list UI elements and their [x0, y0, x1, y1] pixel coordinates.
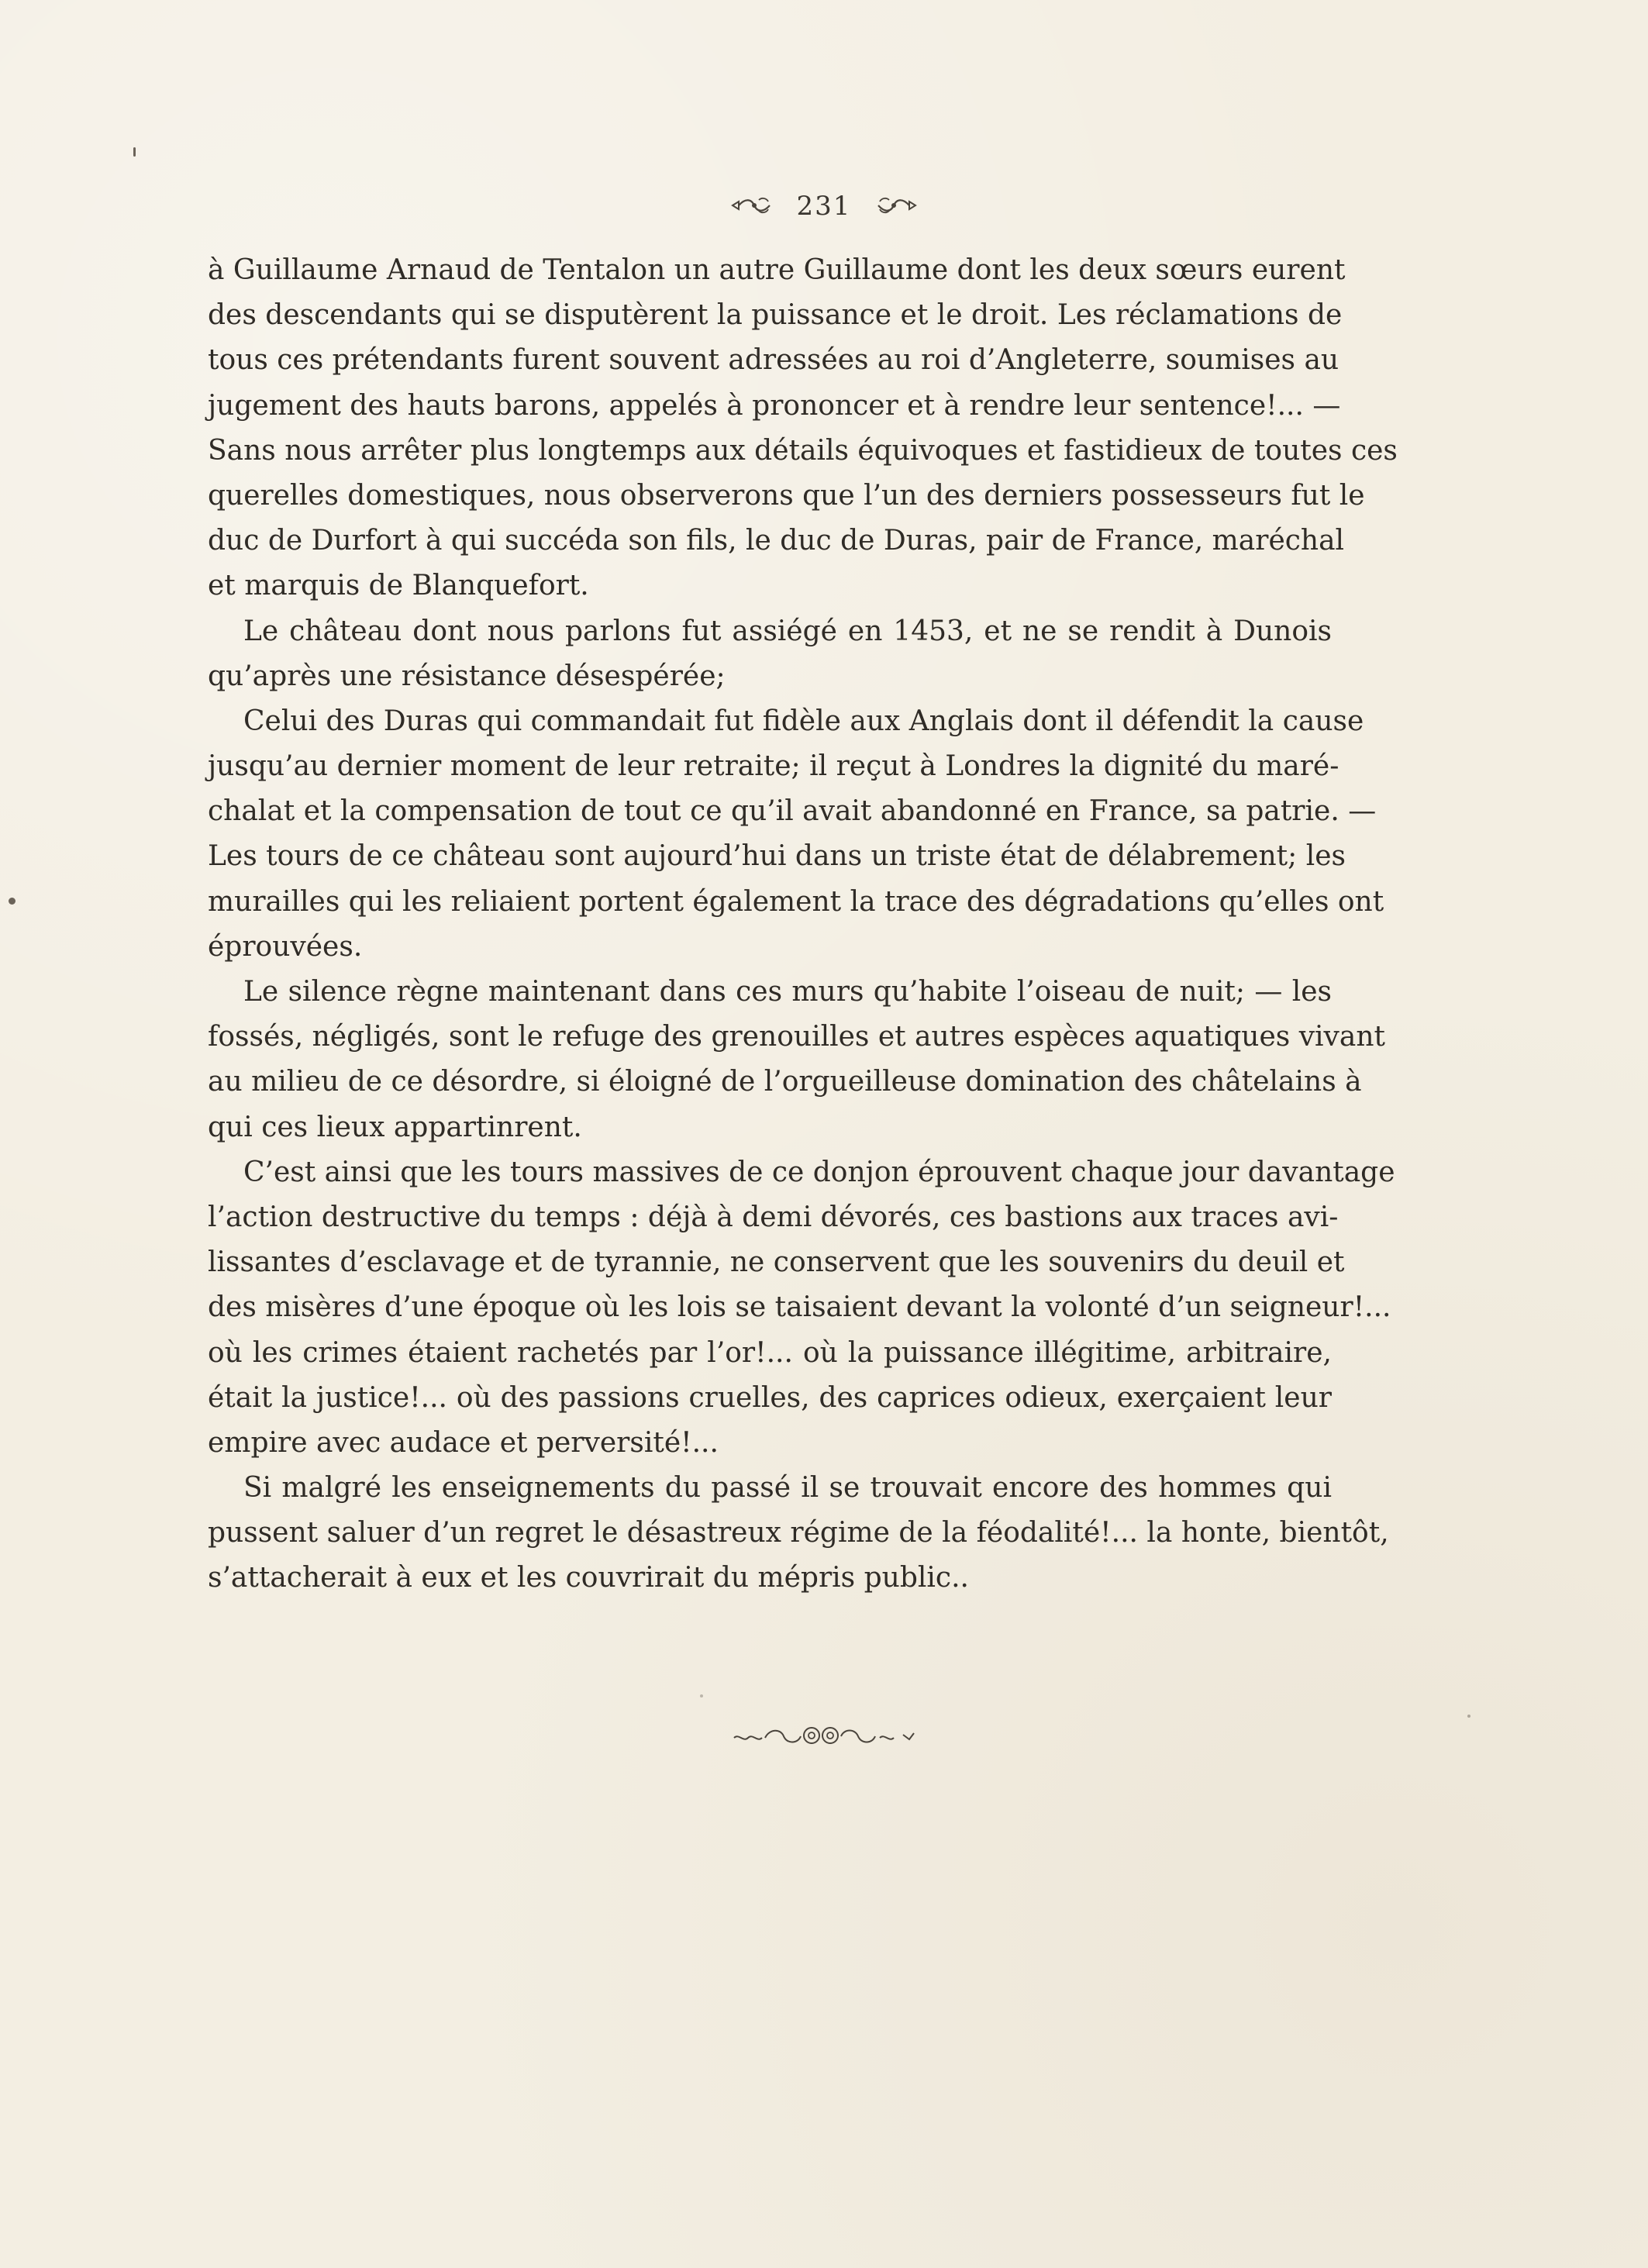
text-line: s’attacherait à eux et les couvrirait du mépris public..: [208, 1562, 969, 1594]
body-text: [208, 248, 1398, 1601]
margin-speck: [1467, 1715, 1470, 1718]
text-line: qui ces lieux appartinrent.: [208, 1111, 582, 1143]
text-line: Sans nous arrêter plus longtemps aux détails équivoques et fastidieux de toutes ces: [208, 434, 1398, 467]
text-line: Les tours de ce château sont aujourd’hui dans un triste état de délabrement; les: [208, 840, 1346, 873]
text-line: jugement des hauts barons, appelés à prononcer et à rendre leur sentence!... —: [208, 389, 1341, 422]
text-line: C’est ainsi que les tours massives de ce donjon éprouvent chaque jour davantage: [243, 1156, 1395, 1188]
text-line: fossés, négligés, sont le refuge des grenouilles et autres espèces aquatiques vivant: [208, 1021, 1386, 1053]
text-line: l’action destructive du temps : déjà à demi dévorés, ces bastions aux traces avi-: [208, 1201, 1339, 1233]
page-number: 231: [796, 191, 852, 222]
footer-ornament: [0, 1722, 1648, 1752]
footer-scroll-flourish-icon: [731, 1722, 917, 1749]
text-line: duc de Durfort à qui succéda son fils, le duc de Duras, pair de France, maréchal: [208, 525, 1345, 557]
text-line: éprouvées.: [208, 930, 363, 963]
text-line: jusqu’au dernier moment de leur retraite; il reçut à Londres la dignité du maré-: [208, 750, 1339, 783]
text-line: était la justice!... où des passions cruelles, des caprices odieux, exerçaient leur: [208, 1381, 1332, 1414]
margin-speck: [700, 1694, 703, 1698]
text-line: où les crimes étaient rachetés par l’or!... où la puissance illégitime, arbitraire,: [208, 1336, 1332, 1369]
text-line: empire avec audace et perversité!...: [208, 1426, 719, 1459]
page-header: [0, 191, 1648, 222]
text-line: Celui des Duras qui commandait fut fidèle aux Anglais dont il défendit la cause: [243, 705, 1364, 737]
text-line: Si malgré les enseignements du passé il se trouvait encore des hommes qui: [243, 1472, 1332, 1505]
text-line: et marquis de Blanquefort.: [208, 570, 589, 602]
text-line: pussent saluer d’un regret le désastreux régime de la féodalité!... la honte, bientôt,: [208, 1517, 1389, 1549]
header-right-flourish-icon: [875, 195, 917, 222]
text-line: querelles domestiques, nous observerons que l’un des derniers possesseurs fut le: [208, 479, 1365, 512]
text-line: des descendants qui se disputèrent la puissance et le droit. Les réclamations de: [208, 299, 1343, 332]
text-line: lissantes d’esclavage et de tyrannie, ne conservent que les souvenirs du deuil et: [208, 1246, 1345, 1279]
margin-speck: [133, 147, 136, 157]
text-line: Le château dont nous parlons fut assiégé en 1453, et ne se rendit à Dunois: [243, 615, 1332, 647]
text-line: au milieu de ce désordre, si éloigné de l’orgueilleuse domination des châtelains à: [208, 1066, 1362, 1098]
text-line: qu’après une résistance désespérée;: [208, 660, 726, 692]
text-line: Le silence règne maintenant dans ces murs qu’habite l’oiseau de nuit; — les: [243, 976, 1332, 1008]
text-line: à Guillaume Arnaud de Tentalon un autre Guillaume dont les deux sœurs eurent: [208, 254, 1346, 286]
text-line: murailles qui les reliaient portent également la trace des dégradations qu’elles ont: [208, 885, 1384, 918]
margin-speck: [9, 898, 16, 905]
text-line: tous ces prétendants furent souvent adressées au roi d’Angleterre, soumises au: [208, 344, 1339, 377]
text-line: chalat et la compensation de tout ce qu’il avait abandonné en France, sa patrie. —: [208, 795, 1377, 828]
text-line: des misères d’une époque où les lois se taisaient devant la volonté d’un seigneur!...: [208, 1291, 1391, 1324]
header-left-flourish-icon: [731, 195, 773, 222]
